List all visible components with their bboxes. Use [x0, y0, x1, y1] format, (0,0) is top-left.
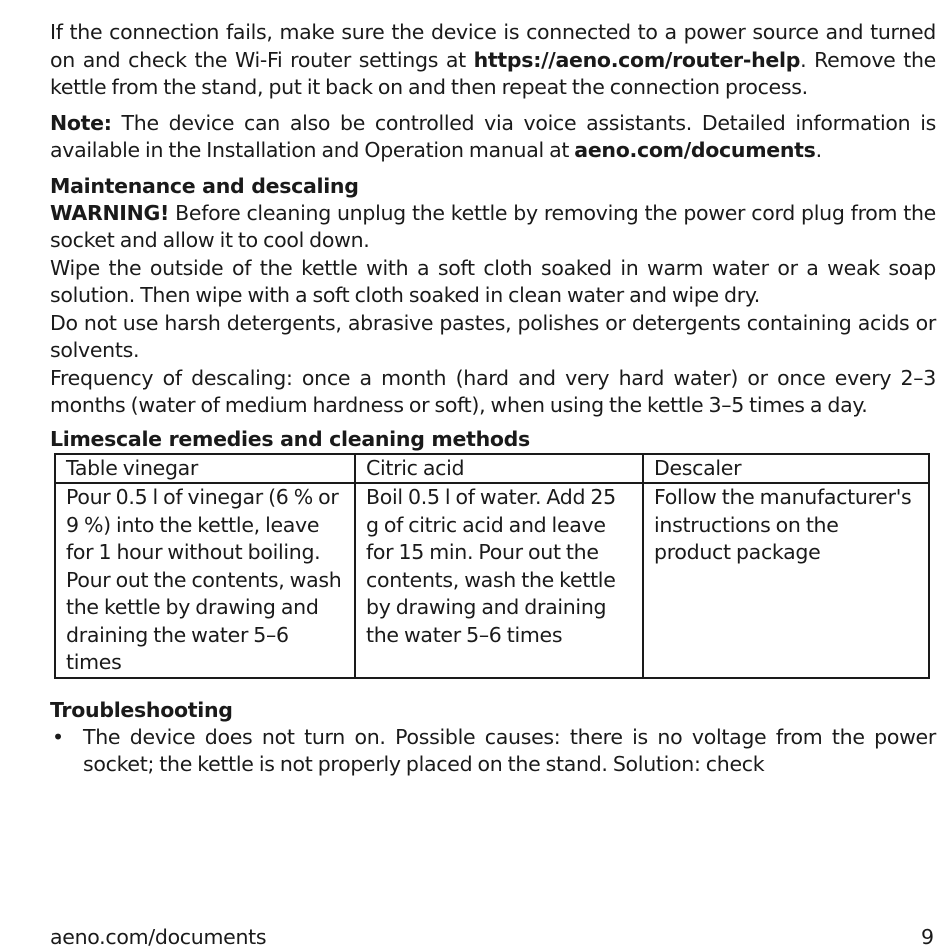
cell-descaler-method: Follow the manufacturer's instructions on the product package — [643, 483, 929, 678]
connection-text-b: . Remove the kettle from the stand, put it back on and then repeat the connection process. — [50, 47, 936, 99]
cell-vinegar-method: Pour 0.5 l of vinegar (6 % or 9 %) into the kettle, leave for 1 hour without boiling. Pour out the contents, wash the kettle by drawing and draining the water 5–6 times — [55, 483, 355, 678]
list-item-text: The device does not turn on. Possible causes: there is no voltage from the power socket; the kettle is not properly placed on the stand. Solution: check — [83, 724, 936, 776]
warning-paragraph — [50, 200, 936, 255]
connection-paragraph — [50, 19, 936, 102]
maintenance-heading: Maintenance and descaling — [50, 173, 359, 198]
warning-label: WARNING! — [50, 200, 170, 225]
column-header-descaler: Descaler — [643, 454, 929, 484]
troubleshooting-heading: Troubleshooting — [50, 697, 233, 722]
warning-text: Before cleaning unplug the kettle by removing the power cord plug from the socket and allow it to cool down. — [50, 200, 936, 252]
documents-link[interactable]: aeno.com/documents — [574, 138, 816, 162]
note-end: . — [815, 138, 822, 162]
column-header-citric-acid: Citric acid — [355, 454, 643, 484]
limescale-table — [54, 453, 930, 679]
column-header-vinegar: Table vinegar — [55, 454, 355, 484]
note-paragraph — [50, 110, 936, 165]
list-item — [50, 724, 936, 779]
frequency-paragraph: Frequency of descaling: once a month (hard and very hard water) or once every 2–3 months (water of medium hardness or soft), when using the kettle 3–5 times a day. — [50, 365, 936, 417]
router-help-link[interactable]: https://aeno.com/router-help — [473, 47, 801, 72]
table-row — [55, 483, 929, 678]
detergents-paragraph: Do not use harsh detergents, abrasive pastes, polishes or detergents containing acids or solvents. — [50, 310, 936, 362]
wipe-paragraph: Wipe the outside of the kettle with a soft cloth soaked in warm water or a weak soap solution. Then wipe with a soft cloth soaked in clean water and wipe dry. — [50, 255, 936, 307]
note-text: The device can also be controlled via voice assistants. Detailed information is available in the Installation and Operation manual at — [50, 110, 936, 162]
connection-text-a: If the connection fails, make sure the device is connected to a power source and turned on and check the Wi-Fi router settings at — [50, 20, 936, 72]
page-number: 9 — [920, 925, 934, 949]
table-header-row — [55, 454, 929, 484]
document-page — [50, 19, 936, 779]
footer-url[interactable]: aeno.com/documents — [50, 925, 267, 949]
limescale-heading: Limescale remedies and cleaning methods — [50, 426, 530, 451]
cell-citric-acid-method: Boil 0.5 l of water. Add 25 g of citric acid and leave for 15 min. Pour out the contents, wash the kettle by drawing and draining the water 5–6 times — [355, 483, 643, 678]
troubleshooting-list — [50, 724, 936, 779]
bullet-icon: • — [52, 724, 64, 749]
note-label: Note: — [50, 110, 112, 135]
